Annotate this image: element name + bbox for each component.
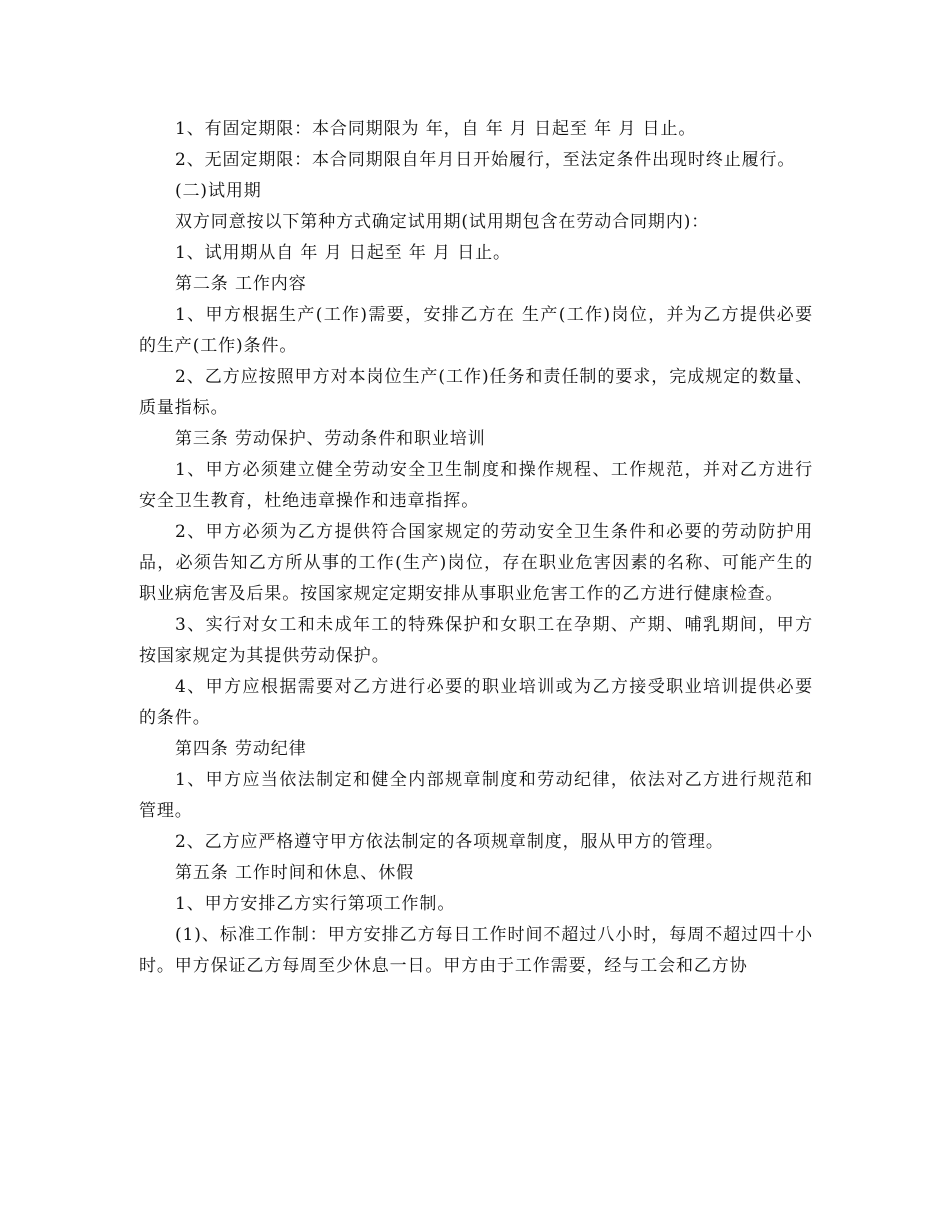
paragraph-article-3-item-4: 4、甲方应根据需要对乙方进行必要的职业培训或为乙方接受职业培训提供必要的条件。	[139, 677, 813, 728]
heading-article-3: 第三条 劳动保护、劳动条件和职业培训	[175, 429, 486, 449]
document-body	[139, 114, 813, 982]
paragraph-probation-period: 1、试用期从自 年 月 日起至 年 月 日止。	[175, 243, 511, 263]
heading-article-5: 第五条 工作时间和休息、休假	[175, 863, 415, 883]
paragraph-article-2-item-1: 1、甲方根据生产(工作)需要，安排乙方在 生产(工作)岗位，并为乙方提供必要的生产(工作)条件。	[139, 305, 813, 356]
paragraph-article-3-item-1: 1、甲方必须建立健全劳动安全卫生制度和操作规程、工作规范，并对乙方进行安全卫生教育，杜绝违章操作和违章指挥。	[139, 460, 813, 511]
heading-article-2: 第二条 工作内容	[175, 274, 307, 294]
paragraph-article-5-item-1: 1、甲方安排乙方实行第项工作制。	[175, 894, 456, 914]
paragraph-open-term: 2、无固定期限：本合同期限自年月日开始履行，至法定条件出现时终止履行。	[175, 150, 796, 170]
paragraph-probation-agreement: 双方同意按以下第种方式确定试用期(试用期包含在劳动合同期内)：	[175, 212, 710, 232]
paragraph-article-4-item-2: 2、乙方应严格遵守甲方依法制定的各项规章制度，服从甲方的管理。	[175, 832, 724, 852]
paragraph-article-2-item-2: 2、乙方应按照甲方对本岗位生产(工作)任务和责任制的要求，完成规定的数量、质量指标。	[139, 367, 813, 418]
paragraph-standard-work-system: (1)、标准工作制：甲方安排乙方每日工作时间不超过八小时，每周不超过四十小时。甲方保证乙方每周至少休息一日。甲方由于工作需要，经与工会和乙方协	[139, 925, 813, 976]
paragraph-article-4-item-1: 1、甲方应当依法制定和健全内部规章制度和劳动纪律，依法对乙方进行规范和管理。	[139, 770, 813, 821]
heading-probation: (二)试用期	[175, 181, 262, 201]
paragraph-article-3-item-3: 3、实行对女工和未成年工的特殊保护和女职工在孕期、产期、哺乳期间，甲方按国家规定为其提供劳动保护。	[139, 615, 813, 666]
paragraph-fixed-term: 1、有固定期限：本合同期限为 年，自 年 月 日起至 年 月 日止。	[175, 119, 697, 139]
paragraph-article-3-item-2: 2、甲方必须为乙方提供符合国家规定的劳动安全卫生条件和必要的劳动防护用品，必须告知乙方所从事的工作(生产)岗位，存在职业危害因素的名称、可能产生的职业病危害及后果。按国家规定定期安排从事职业危害工作的乙方进行健康检查。	[139, 522, 813, 604]
heading-article-4: 第四条 劳动纪律	[175, 739, 307, 759]
